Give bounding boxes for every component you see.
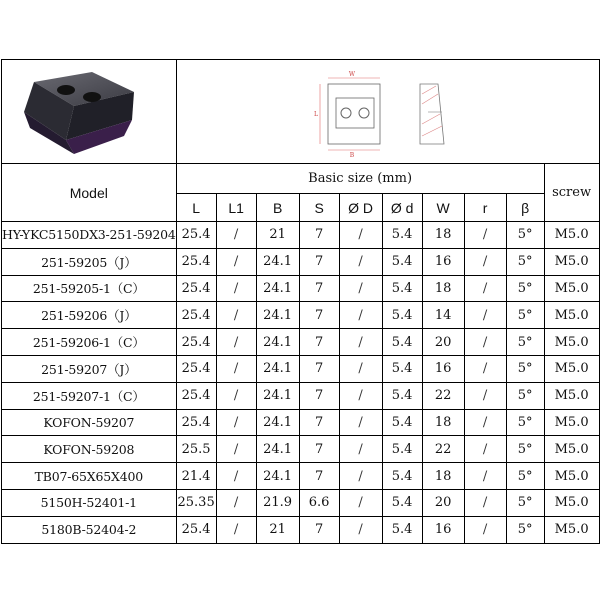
cell-screw: M5.0	[544, 463, 599, 490]
table-row	[2, 275, 600, 302]
cell-d: 5.4	[382, 329, 422, 356]
cell-l1: /	[216, 302, 256, 329]
cell-d: 5.4	[382, 355, 422, 382]
col-header-beta: β	[506, 194, 544, 222]
table-row	[2, 222, 600, 249]
cell-s: 7	[299, 248, 339, 275]
col-header-r: r	[464, 194, 506, 222]
cell-w: 20	[422, 489, 464, 516]
cell-d: /	[339, 302, 382, 329]
cell-l1: /	[216, 329, 256, 356]
cell-screw: M5.0	[544, 409, 599, 436]
drawing-b-label: B	[349, 151, 354, 159]
col-header-d: Ø d	[382, 194, 422, 222]
cell-beta: 5°	[506, 248, 544, 275]
cell-l: 21.4	[176, 463, 216, 490]
table-row	[2, 329, 600, 356]
cell-d: 5.4	[382, 516, 422, 543]
cell-b: 24.1	[256, 248, 299, 275]
cell-r: /	[464, 222, 506, 249]
cell-s: 7	[299, 463, 339, 490]
cell-b: 24.1	[256, 302, 299, 329]
cell-s: 7	[299, 382, 339, 409]
cell-b: 21	[256, 516, 299, 543]
cell-b: 24.1	[256, 382, 299, 409]
table-row	[2, 248, 600, 275]
cell-model: 251-59207（J）	[2, 355, 177, 382]
insert-clamp-photo	[14, 64, 164, 160]
cell-b: 21.9	[256, 489, 299, 516]
cell-beta: 5°	[506, 409, 544, 436]
cell-d: 5.4	[382, 409, 422, 436]
cell-w: 22	[422, 382, 464, 409]
cell-b: 24.1	[256, 463, 299, 490]
cell-l1: /	[216, 489, 256, 516]
cell-beta: 5°	[506, 463, 544, 490]
cell-r: /	[464, 275, 506, 302]
cell-w: 14	[422, 302, 464, 329]
screw-header: screw	[544, 164, 599, 222]
cell-w: 18	[422, 409, 464, 436]
cell-w: 18	[422, 222, 464, 249]
cell-d: 5.4	[382, 436, 422, 463]
cell-d: /	[339, 463, 382, 490]
cell-b: 24.1	[256, 355, 299, 382]
cell-r: /	[464, 302, 506, 329]
cell-l1: /	[216, 222, 256, 249]
cell-w: 16	[422, 248, 464, 275]
table-row	[2, 436, 600, 463]
table-row	[2, 489, 600, 516]
cell-screw: M5.0	[544, 516, 599, 543]
cell-s: 7	[299, 329, 339, 356]
cell-model: 251-59205（J）	[2, 248, 177, 275]
cell-s: 7	[299, 302, 339, 329]
col-header-L: L	[176, 194, 216, 222]
col-header-D: Ø D	[339, 194, 382, 222]
cell-l: 25.4	[176, 516, 216, 543]
cell-d: 5.4	[382, 463, 422, 490]
table-row	[2, 302, 600, 329]
cell-l: 25.4	[176, 248, 216, 275]
cell-r: /	[464, 436, 506, 463]
cell-model: 251-59206（J）	[2, 302, 177, 329]
cell-r: /	[464, 516, 506, 543]
cell-w: 16	[422, 355, 464, 382]
cell-model: 5150H-52401-1	[2, 489, 177, 516]
cell-beta: 5°	[506, 329, 544, 356]
cell-screw: M5.0	[544, 248, 599, 275]
cell-beta: 5°	[506, 382, 544, 409]
cell-s: 7	[299, 355, 339, 382]
cell-l: 25.4	[176, 355, 216, 382]
cell-beta: 5°	[506, 436, 544, 463]
cell-d: /	[339, 275, 382, 302]
drawing-l-label: L	[313, 110, 318, 118]
col-header-B: B	[256, 194, 299, 222]
cell-beta: 5°	[506, 516, 544, 543]
cell-l: 25.4	[176, 329, 216, 356]
cell-screw: M5.0	[544, 222, 599, 249]
cell-beta: 5°	[506, 355, 544, 382]
cell-s: 7	[299, 409, 339, 436]
cell-beta: 5°	[506, 302, 544, 329]
cell-model: TB07-65X65X400	[2, 463, 177, 490]
cell-model: KOFON-59207	[2, 409, 177, 436]
cell-l1: /	[216, 275, 256, 302]
cell-l: 25.4	[176, 409, 216, 436]
cell-d: /	[339, 248, 382, 275]
cell-d: 5.4	[382, 248, 422, 275]
cell-r: /	[464, 409, 506, 436]
cell-l1: /	[216, 382, 256, 409]
cell-d: 5.4	[382, 275, 422, 302]
cell-screw: M5.0	[544, 275, 599, 302]
cell-r: /	[464, 329, 506, 356]
drawing-w-label: W	[348, 70, 355, 78]
cell-d: /	[339, 355, 382, 382]
cell-b: 21	[256, 222, 299, 249]
cell-beta: 5°	[506, 222, 544, 249]
cell-r: /	[464, 382, 506, 409]
cell-model: 5180B-52404-2	[2, 516, 177, 543]
cell-d: 5.4	[382, 222, 422, 249]
cell-beta: 5°	[506, 275, 544, 302]
cell-l1: /	[216, 248, 256, 275]
cell-r: /	[464, 248, 506, 275]
cell-l1: /	[216, 436, 256, 463]
cell-r: /	[464, 463, 506, 490]
table-row	[2, 409, 600, 436]
cell-model: HY-YKC5150DX3-251-59204	[2, 222, 177, 249]
cell-l: 25.4	[176, 222, 216, 249]
cell-screw: M5.0	[544, 382, 599, 409]
table-row	[2, 382, 600, 409]
spec-table	[1, 59, 600, 544]
cell-w: 16	[422, 516, 464, 543]
cell-l: 25.35	[176, 489, 216, 516]
cell-w: 18	[422, 275, 464, 302]
cell-b: 24.1	[256, 436, 299, 463]
col-header-S: S	[299, 194, 339, 222]
cell-beta: 5°	[506, 489, 544, 516]
cell-d: 5.4	[382, 302, 422, 329]
cell-model: 251-59205-1（C）	[2, 275, 177, 302]
cell-d: /	[339, 382, 382, 409]
cell-r: /	[464, 489, 506, 516]
cell-screw: M5.0	[544, 355, 599, 382]
cell-l1: /	[216, 516, 256, 543]
cell-l1: /	[216, 355, 256, 382]
cell-l: 25.5	[176, 436, 216, 463]
table-row	[2, 516, 600, 543]
table-row	[2, 463, 600, 490]
cell-w: 22	[422, 436, 464, 463]
cell-w: 18	[422, 463, 464, 490]
cell-screw: M5.0	[544, 329, 599, 356]
cell-s: 7	[299, 275, 339, 302]
cell-l: 25.4	[176, 275, 216, 302]
cell-l1: /	[216, 409, 256, 436]
cell-d: /	[339, 329, 382, 356]
table-row	[2, 355, 600, 382]
col-header-L1: L1	[216, 194, 256, 222]
cell-b: 24.1	[256, 329, 299, 356]
cell-s: 7	[299, 516, 339, 543]
col-header-W: W	[422, 194, 464, 222]
cell-screw: M5.0	[544, 489, 599, 516]
cell-screw: M5.0	[544, 436, 599, 463]
technical-drawing	[298, 64, 478, 160]
cell-d: /	[339, 489, 382, 516]
product-photo-cell	[2, 60, 177, 164]
cell-d: 5.4	[382, 489, 422, 516]
basic-size-header: Basic size (mm)	[176, 164, 544, 194]
cell-w: 20	[422, 329, 464, 356]
cell-l: 25.4	[176, 302, 216, 329]
cell-d: /	[339, 222, 382, 249]
technical-drawing-cell	[176, 60, 599, 164]
cell-l1: /	[216, 463, 256, 490]
model-header: Model	[2, 164, 177, 222]
cell-d: /	[339, 436, 382, 463]
cell-model: KOFON-59208	[2, 436, 177, 463]
cell-s: 6.6	[299, 489, 339, 516]
cell-d: /	[339, 409, 382, 436]
cell-r: /	[464, 355, 506, 382]
cell-l: 25.4	[176, 382, 216, 409]
cell-b: 24.1	[256, 275, 299, 302]
cell-model: 251-59206-1（C）	[2, 329, 177, 356]
cell-d: 5.4	[382, 382, 422, 409]
cell-model: 251-59207-1（C）	[2, 382, 177, 409]
cell-s: 7	[299, 222, 339, 249]
cell-screw: M5.0	[544, 302, 599, 329]
cell-s: 7	[299, 436, 339, 463]
cell-b: 24.1	[256, 409, 299, 436]
cell-d: /	[339, 516, 382, 543]
